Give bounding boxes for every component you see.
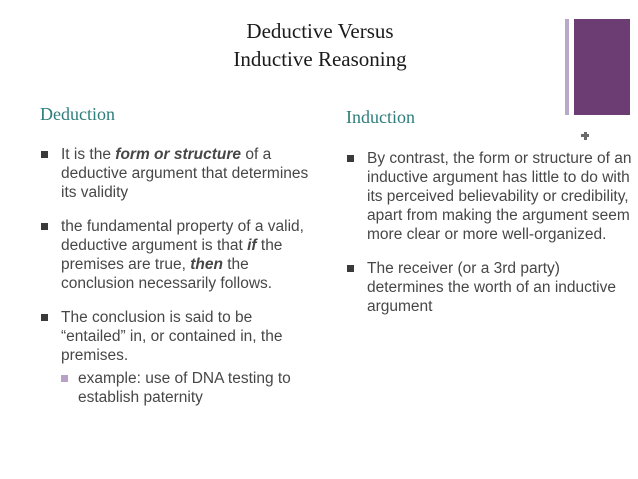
list-item [41,217,321,293]
deduction-bullet-2-emph-if: if [247,237,257,254]
bullet-square-icon [347,155,354,162]
list-item [41,308,321,407]
deduction-bullet-1-pre: It is the [61,146,116,163]
induction-bullet-1: By contrast, the form or structure of an inductive argument has little to do with its perceived believability or credibility, apart from making the argument seem more clear or more well-organized. [367,150,632,243]
deduction-heading: Deduction [40,104,115,124]
bullet-square-icon [41,223,48,230]
deduction-bullet-1-emph: form or structure [115,146,242,163]
sub-bullet-square-icon [61,375,68,382]
list-item [41,145,321,202]
deduction-bullet-1-post: of a deductive argument that determines its validity [61,146,309,201]
bullet-square-icon [41,151,48,158]
list-item [347,259,632,316]
list-item [347,149,632,244]
decorative-bar-thin [565,19,569,115]
deduction-bullet-list [41,145,321,407]
deduction-sub-bullet: example: use of DNA testing to establish paternity [78,370,291,406]
bullet-square-icon [41,314,48,321]
decorative-bar-thick [574,19,630,115]
slide-title [160,17,480,73]
deduction-sub-list [61,369,321,407]
bullet-square-icon [347,265,354,272]
induction-heading: Induction [346,107,415,127]
deduction-bullet-3: The conclusion is said to be “entailed” in, or contained in, the premises. [61,309,283,364]
induction-bullet-2: The receiver (or a 3rd party) determines the worth of an inductive argument [367,260,616,315]
induction-bullet-list [347,149,632,316]
plus-icon [575,126,595,146]
list-item [61,369,321,407]
deduction-bullet-2-post: the conclusion necessarily follows. [61,256,273,292]
deduction-bullet-2-mid: the premises are true, [61,237,283,273]
title-line-2: Inductive Reasoning [233,47,407,71]
deduction-bullet-2-emph-then: then [190,256,223,273]
title-line-1: Deductive Versus [246,19,394,43]
deduction-bullet-2-pre: the fundamental property of a valid, deductive argument is that [61,218,304,254]
